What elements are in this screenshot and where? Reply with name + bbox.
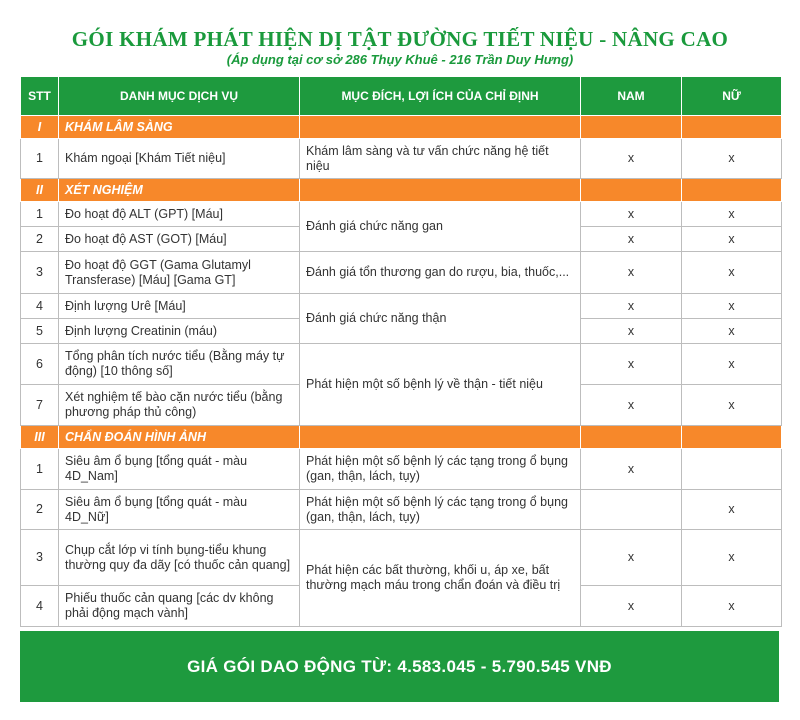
row-male: x: [581, 530, 682, 586]
row-purpose: Khám lâm sàng và tư vấn chức năng hệ tiết niệu: [300, 139, 581, 179]
col-header-male: NAM: [581, 77, 682, 116]
row-stt: 1: [21, 139, 59, 179]
package-subtitle: (Áp dụng tại cơ sở 286 Thụy Khuê - 216 Trần Duy Hưng): [226, 52, 574, 67]
row-female: x: [682, 530, 782, 586]
row-male: [581, 490, 682, 530]
table-row: [21, 530, 782, 586]
row-female: x: [682, 490, 782, 530]
row-service: Khám ngoại [Khám Tiết niệu]: [59, 139, 300, 179]
row-male: x: [581, 252, 682, 294]
row-male: x: [581, 344, 682, 385]
row-stt: 1: [21, 449, 59, 490]
section-row: [21, 116, 782, 139]
table-header-row: [21, 77, 782, 116]
row-female: x: [682, 586, 782, 627]
section-row: [21, 179, 782, 202]
row-service: Đo hoạt độ ALT (GPT) [Máu]: [59, 202, 300, 227]
row-stt: 1: [21, 202, 59, 227]
row-service: Siêu âm ổ bụng [tổng quát - màu 4D_Nam]: [59, 449, 300, 490]
row-female: x: [682, 344, 782, 385]
table-row: [21, 449, 782, 490]
table-row: [21, 202, 782, 227]
row-purpose: Đánh giá chức năng thận: [300, 294, 581, 344]
row-male: x: [581, 586, 682, 627]
row-purpose: Phát hiện một số bệnh lý các tạng trong ổ bụng (gan, thận, lách, tụy): [300, 449, 581, 490]
row-female: x: [682, 139, 782, 179]
row-male: x: [581, 139, 682, 179]
section-number: II: [21, 179, 59, 202]
row-service: Định lượng Urê [Máu]: [59, 294, 300, 319]
row-stt: 7: [21, 385, 59, 426]
service-table: [20, 76, 782, 627]
row-female: x: [682, 385, 782, 426]
col-header-purpose: MỤC ĐÍCH, LỢI ÍCH CỦA CHỈ ĐỊNH: [300, 77, 581, 116]
row-service: Phiếu thuốc cản quang [các dv không phải động mạch vành]: [59, 586, 300, 627]
row-service: Siêu âm ổ bụng [tổng quát - màu 4D_Nữ]: [59, 490, 300, 530]
header: [0, 0, 800, 76]
section-name: KHÁM LÂM SÀNG: [59, 116, 300, 139]
section-number: I: [21, 116, 59, 139]
price-value: 4.583.045 - 5.790.545 VNĐ: [397, 657, 612, 676]
row-purpose: Phát hiện một số bệnh lý các tạng trong ổ bụng (gan, thận, lách, tụy): [300, 490, 581, 530]
row-male: x: [581, 202, 682, 227]
row-male: x: [581, 227, 682, 252]
row-male: x: [581, 385, 682, 426]
package-title: GÓI KHÁM PHÁT HIỆN DỊ TẬT ĐƯỜNG TIẾT NIỆU - NÂNG CAO: [71, 27, 729, 51]
row-stt: 3: [21, 252, 59, 294]
section-row: [21, 426, 782, 449]
row-stt: 4: [21, 294, 59, 319]
row-stt: 5: [21, 319, 59, 344]
price-banner: [20, 631, 779, 702]
row-male: x: [581, 319, 682, 344]
row-stt: 2: [21, 490, 59, 530]
row-stt: 6: [21, 344, 59, 385]
row-female: [682, 449, 782, 490]
row-stt: 4: [21, 586, 59, 627]
row-service: Tổng phân tích nước tiểu (Bằng máy tự động) [10 thông số]: [59, 344, 300, 385]
row-service: Xét nghiệm tế bào cặn nước tiểu (bằng phương pháp thủ công): [59, 385, 300, 426]
row-female: x: [682, 252, 782, 294]
row-service: Đo hoạt độ GGT (Gama Glutamyl Transferase) [Máu] [Gama GT]: [59, 252, 300, 294]
row-purpose: Phát hiện một số bệnh lý về thận - tiết niệu: [300, 344, 581, 426]
table-row: [21, 490, 782, 530]
row-male: x: [581, 449, 682, 490]
section-name: CHẨN ĐOÁN HÌNH ẢNH: [59, 426, 300, 449]
col-header-female: NỮ: [682, 77, 782, 116]
row-stt: 3: [21, 530, 59, 586]
row-service: Chụp cắt lớp vi tính bụng-tiểu khung thường quy đa dãy [có thuốc cản quang]: [59, 530, 300, 586]
table-row: [21, 344, 782, 385]
section-name: XÉT NGHIỆM: [59, 179, 300, 202]
row-stt: 2: [21, 227, 59, 252]
row-purpose: Phát hiện các bất thường, khối u, áp xe, bất thường mạch máu trong chẩn đoán và điều trị: [300, 530, 581, 627]
row-service: Đo hoạt độ AST (GOT) [Máu]: [59, 227, 300, 252]
row-female: x: [682, 319, 782, 344]
row-female: x: [682, 227, 782, 252]
table-row: [21, 252, 782, 294]
row-purpose: Đánh giá tổn thương gan do rượu, bia, thuốc,...: [300, 252, 581, 294]
row-male: x: [581, 294, 682, 319]
row-female: x: [682, 294, 782, 319]
row-female: x: [682, 202, 782, 227]
col-header-stt: STT: [21, 77, 59, 116]
table-row: [21, 139, 782, 179]
col-header-service: DANH MỤC DỊCH VỤ: [59, 77, 300, 116]
table-row: [21, 294, 782, 319]
row-purpose: Đánh giá chức năng gan: [300, 202, 581, 252]
row-service: Định lượng Creatinin (máu): [59, 319, 300, 344]
section-number: III: [21, 426, 59, 449]
price-label: GIÁ GÓI DAO ĐỘNG TỪ:: [187, 657, 393, 676]
